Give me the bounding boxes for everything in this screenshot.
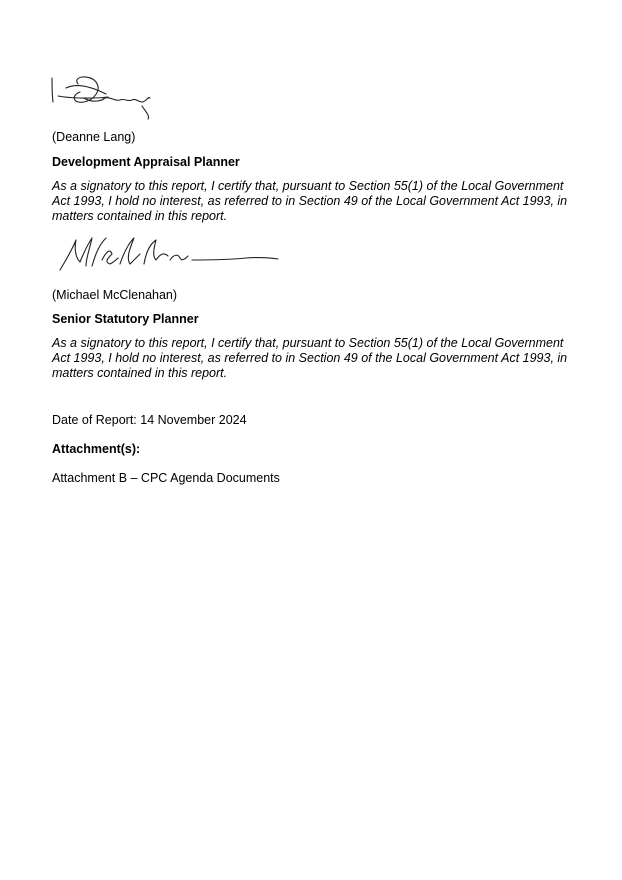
signatory-2-certification: As a signatory to this report, I certify that, pursuant to Section 55(1) of the Local Government Act 1993, I hold no interest, as referred to in Section 49 of the Local Government Act 1993, in matters contained in this report.	[52, 336, 568, 381]
signatory-2-role: Senior Statutory Planner	[52, 312, 199, 326]
signatory-1-certification: As a signatory to this report, I certify that, pursuant to Section 55(1) of the Local Government Act 1993, I hold no interest, as referred to in Section 49 of the Local Government Act 1993, in matters contained in this report.	[52, 179, 568, 224]
attachments-heading: Attachment(s):	[52, 442, 141, 456]
signature-michael-mcclenahan	[56, 234, 286, 274]
signatory-1-role: Development Appraisal Planner	[52, 155, 240, 169]
attachment-item: Attachment B – CPC Agenda Documents	[52, 471, 280, 485]
report-date: Date of Report: 14 November 2024	[52, 413, 247, 427]
signatory-2-name: (Michael McClenahan)	[52, 288, 178, 302]
signatory-1-name: (Deanne Lang)	[52, 130, 136, 144]
signature-deanne-lang	[50, 72, 160, 122]
